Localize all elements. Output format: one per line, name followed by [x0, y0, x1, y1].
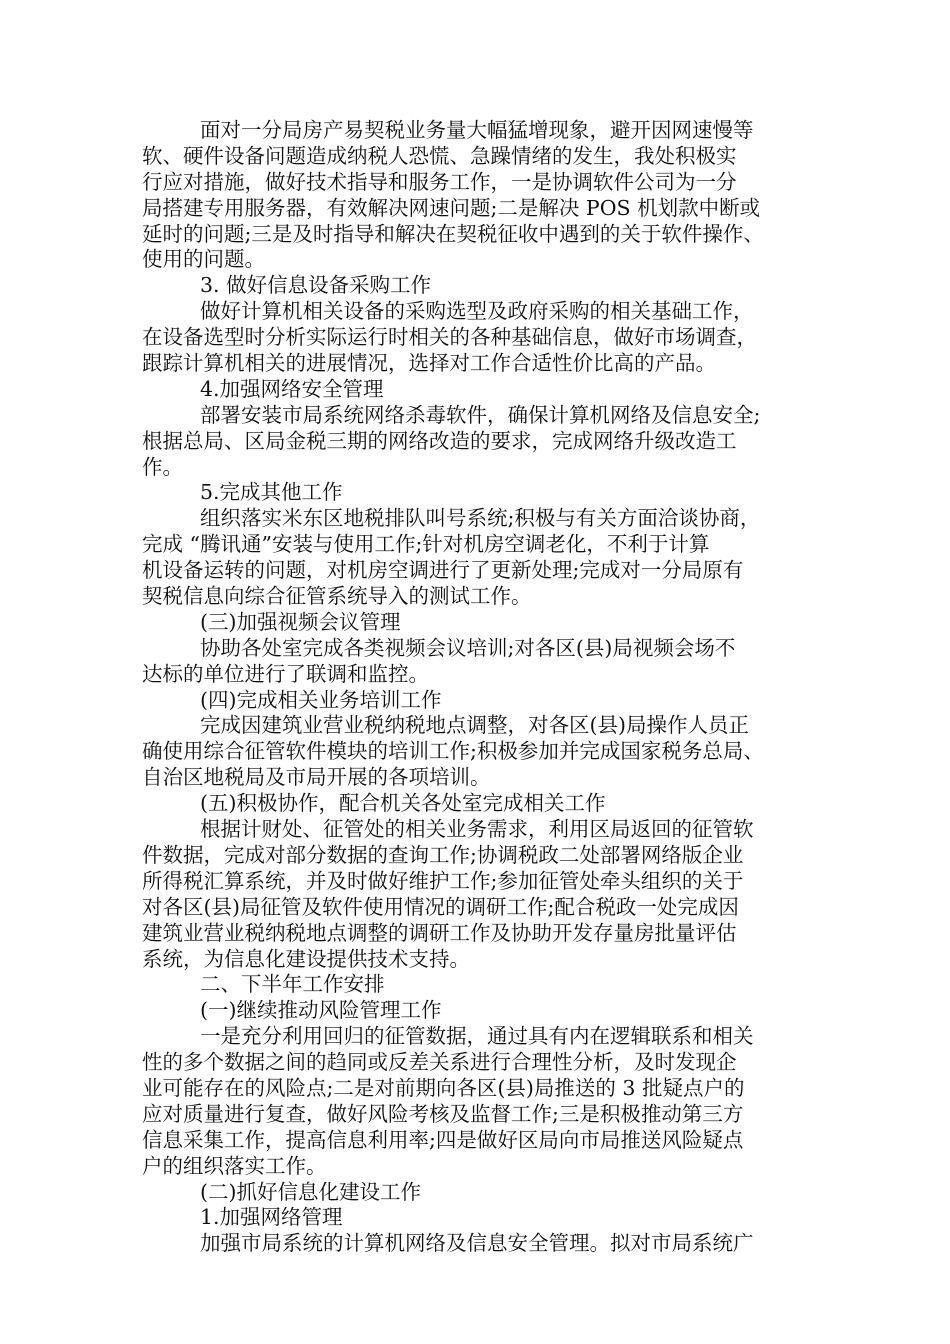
text-line: 在设备选型时分析实际运行时相关的各种基础信息，做好市场调查， — [142, 325, 757, 350]
text-line: 延时的问题;三是及时指导和解决在契税征收中遇到的关于软件操作、 — [142, 221, 764, 246]
text-line: (三)加强视频会议管理 — [200, 609, 401, 634]
text-line: 局搭建专用服务器，有效解决网速问题;二是解决 POS 机划款中断或 — [142, 195, 761, 220]
text-line: 4.加强网络安全管理 — [200, 376, 384, 401]
text-line: 完成 “腾讯通”安装与使用工作;针对机房空调老化，不利于计算 — [142, 532, 710, 557]
text-line: 完成因建筑业营业税纳税地点调整，对各区(县)局操作人员正 — [200, 713, 749, 738]
text-line: 1.加强网络管理 — [200, 1205, 343, 1230]
text-line: 建筑业营业税纳税地点调整的调研工作及协助开发存量房批量评估 — [142, 920, 737, 945]
text-line: 件数据，完成对部分数据的查询工作;协调税政二处部署网络版企业 — [142, 842, 744, 867]
text-line: 软、硬件设备问题造成纳税人恐慌、急躁情绪的发生，我处积极实 — [142, 143, 737, 168]
text-line: 作。 — [142, 454, 183, 479]
text-line: 机设备运转的问题，对机房空调进行了更新处理;完成对一分局原有 — [142, 558, 744, 583]
text-line: 信息采集工作，提高信息利用率;四是做好区局向市局推送风险疑点 — [142, 1127, 744, 1152]
text-line: 性的多个数据之间的趋同或反差关系进行合理性分析，及时发现企 — [142, 1050, 737, 1075]
text-line: 业可能存在的风险点;二是对前期向各区(县)局推送的 3 批疑点户的 — [142, 1075, 745, 1100]
text-line: 5.完成其他工作 — [200, 480, 343, 505]
text-line: 应对质量进行复查，做好风险考核及监督工作;三是积极推动第三方 — [142, 1101, 744, 1126]
text-line: 3. 做好信息设备采购工作 — [200, 273, 432, 298]
text-line: 二、下半年工作安排 — [200, 972, 385, 997]
text-line: 所得税汇算系统，并及时做好维护工作;参加征管处牵头组织的关于 — [142, 868, 744, 893]
text-line: 根据总局、区局金税三期的网络改造的要求，完成网络升级改造工 — [142, 428, 737, 453]
text-line: 根据计财处、征管处的相关业务需求，利用区局返回的征管软 — [200, 817, 754, 842]
text-line: 一是充分利用回归的征管数据，通过具有内在逻辑联系和相关 — [200, 1024, 754, 1049]
text-line: 户的组织落实工作。 — [142, 1153, 327, 1178]
text-line: 达标的单位进行了联调和监控。 — [142, 661, 429, 686]
text-line: 对各区(县)局征管及软件使用情况的调研工作;配合税政一处完成因 — [142, 894, 739, 919]
text-line: 加强市局系统的计算机网络及信息安全管理。拟对市局系统广 — [200, 1231, 754, 1256]
text-line: 跟踪计算机相关的进展情况，选择对工作合适性价比高的产品。 — [142, 351, 716, 376]
text-line: 确使用综合征管软件模块的培训工作;积极参加并完成国家税务总局、 — [142, 739, 764, 764]
text-line: 使用的问题。 — [142, 247, 265, 272]
text-line: (四)完成相关业务培训工作 — [200, 687, 442, 712]
text-line: 做好计算机相关设备的采购选型及政府采购的相关基础工作， — [200, 299, 754, 324]
text-line: (一)继续推动风险管理工作 — [200, 998, 442, 1023]
text-line: 协助各处室完成各类视频会议培训;对各区(县)局视频会场不 — [200, 635, 736, 660]
text-line: (五)积极协作，配合机关各处室完成相关工作 — [200, 791, 606, 816]
text-line: 自治区地税局及市局开展的各项培训。 — [142, 765, 491, 790]
text-line: 组织落实米东区地税排队叫号系统;积极与有关方面洽谈协商， — [200, 506, 761, 531]
text-line: 系统，为信息化建设提供技术支持。 — [142, 946, 470, 971]
text-line: 面对一分局房产易契税业务量大幅猛增现象，避开因网速慢等 — [200, 118, 754, 142]
text-line: 行应对措施，做好技术指导和服务工作，一是协调软件公司为一分 — [142, 169, 737, 194]
document-body — [142, 118, 822, 1257]
text-line: 契税信息向综合征管系统导入的测试工作。 — [142, 584, 532, 609]
text-line: (二)抓好信息化建设工作 — [200, 1179, 421, 1204]
text-line: 部署安装市局系统网络杀毒软件，确保计算机网络及信息安全; — [200, 402, 761, 427]
